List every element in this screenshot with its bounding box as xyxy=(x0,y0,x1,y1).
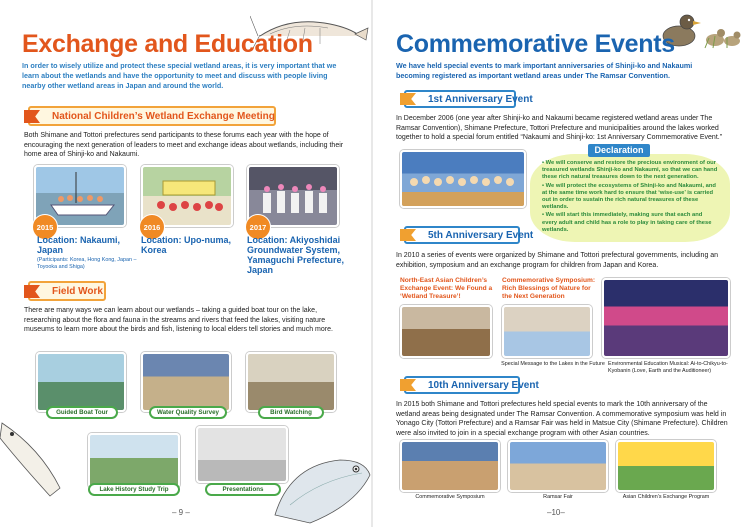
location-2015-note: (Participants: Korea, Hong Kong, Japan – Toyooka and Shiga) xyxy=(37,257,137,270)
page-number: –10– xyxy=(547,508,565,517)
body-1st-anniversary: In December 2006 (one year after Shinji-ko and Nakaumi became registered wetland areas under The Ramsar Convention), Shimane Prefecture, Tottori Prefecture and municipalities around the lakes worked together to hold a special forum entitled “Nakaumi and Shinji-ko: 1st Anniversary Commemorative Event.” xyxy=(396,115,723,141)
heading-label: 5th Anniversary Event xyxy=(428,229,534,241)
location-2016: Location: Upo-numa, Korea xyxy=(141,235,231,255)
declaration-item: • We will conserve and restore the precious environment of our treasured wetlands Shinji-ko and Nakaumi, so that we can hand these rich natural treasures down to the next generation. xyxy=(542,160,718,181)
declaration-heading: Declaration xyxy=(588,144,650,157)
photo-history-trip xyxy=(88,433,180,488)
flag-icon xyxy=(24,285,40,298)
subheading-children-exchange: North-East Asian Children’s Exchange Event: We Found a ‘Wetland Treasure’! xyxy=(400,277,493,300)
section-body-exchange: Both Shimane and Tottori prefectures send participants to these forums each year with the hope of encouraging the next generation of leaders to meet and exchange ideas about wetlands, including their home area of Shinji-ko and Nakaumi. xyxy=(24,132,344,158)
caption-bird-watching: Bird Watching xyxy=(258,406,324,419)
heading-10th-anniversary xyxy=(404,376,539,394)
year-badge-2015: 2015 xyxy=(32,214,58,240)
photo-1st-anniversary xyxy=(400,150,526,208)
page-title: Exchange and Education xyxy=(22,30,313,58)
heading-1st-anniversary xyxy=(404,90,533,108)
caption-boat-tour: Guided Boat Tour xyxy=(46,406,118,419)
caption-water-survey: Water Quality Survey xyxy=(149,406,227,419)
location-2015: Location: Nakaumi, Japan xyxy=(37,235,121,255)
flag-icon xyxy=(400,93,416,105)
photo-musical xyxy=(602,278,730,358)
page-number: – 9 – xyxy=(172,508,190,517)
photo-children-exchange xyxy=(400,305,492,358)
caption-ramsar-fair: Ramsar Fair xyxy=(543,494,573,500)
caption-commemorative-symposium: Commemorative Symposium xyxy=(415,494,485,500)
heading-label: 10th Anniversary Event xyxy=(428,379,539,391)
flag-icon xyxy=(24,110,40,123)
photo-commemorative-symposium xyxy=(400,440,500,492)
intro-text: We have held special events to mark important anniversaries of Shinji-ko and Nakaumi becoming registered as important wetland areas under The Ramsar Convention. xyxy=(396,61,693,80)
body-5th-anniversary: In 2010 a series of events were organized by Shimane and Tottori prefectural governments, including an exhibition, symposium and an exchange program for children from Japan and Korea. xyxy=(396,252,719,269)
declaration-item: • We will start this immediately, making sure that each and every adult and child has a role to play in taking care of these wetlands. xyxy=(542,212,712,233)
photo-water-survey xyxy=(141,352,231,412)
caption-history-trip: Lake History Study Trip xyxy=(88,483,180,496)
heading-5th-anniversary xyxy=(404,226,534,244)
subheading-symposium: Commemorative Symposium: Rich Blessings of Nature for the Next Generation xyxy=(502,277,596,300)
caption-special-message: Special Message to the Lakes in the Future xyxy=(501,361,605,367)
year-badge-2016: 2016 xyxy=(139,214,165,240)
section-heading-exchange xyxy=(28,106,276,126)
photo-boat-tour xyxy=(36,352,126,412)
year-badge-2017: 2017 xyxy=(245,214,271,240)
body-10th-anniversary: In 2015 both Shimane and Tottori prefectures held special events to mark the 10th anniversary of the wetland areas being designated under The Ramsar Convention. A commemorative symposium was held in Yonago City (Tottori Prefecture) and a Ramsar Fair was held in Matsue City (Shimane Prefecture). Children were also invited to join in a special exchange program with other Asian countries. xyxy=(396,401,728,437)
section-heading-label: Field Work xyxy=(52,285,103,297)
photo-bird-watching xyxy=(246,352,336,412)
flag-icon xyxy=(400,379,416,391)
caption-presentations: Presentations xyxy=(205,483,281,496)
photo-asian-children xyxy=(616,440,716,492)
page-title: Commemorative Events xyxy=(396,30,675,58)
fish-illustration xyxy=(0,418,70,508)
section-body-fieldwork: There are many ways we can learn about our wetlands – taking a guided boat tour on the lake, researching about the flora and fauna in the streams and rivers that feed the lakes, visiting nature museums to learn more about the birds and fish, listening to local elders tell stories and much more. xyxy=(24,307,333,333)
location-2017: Location: Akiyoshidai Groundwater System, Yamaguchi Prefecture, Japan xyxy=(247,235,345,275)
intro-text: In order to wisely utilize and protect these special wetland areas, it is very important that we learn about the wetlands and have the opportunity to meet and discuss with people living nearby other wetland areas in Japan and around the world. xyxy=(22,61,337,90)
declaration-item: • We will protect the ecosystems of Shinji-ko and Nakaumi, and at the same time work hard to ensure that ‘wise-use’ is carried out in order to sustain the rich natural treasures of these wetlands. xyxy=(542,182,716,211)
photo-ramsar-fair xyxy=(508,440,608,492)
caption-asian-children: Asian Children’s Exchange Program xyxy=(622,494,710,500)
section-heading-fieldwork xyxy=(28,281,106,301)
right-page xyxy=(372,0,744,527)
caption-musical: Environmental Education Musical: Ai-to-Chikyu-to-Kyobanin (Love, Earth and the Auditioneer) xyxy=(608,361,728,374)
sardine-illustration xyxy=(270,455,375,527)
photo-symposium xyxy=(502,305,592,358)
flag-icon xyxy=(400,229,416,241)
declaration-box xyxy=(530,154,730,242)
heading-label: 1st Anniversary Event xyxy=(428,93,533,105)
section-heading-label: National Children’s Wetland Exchange Meeting xyxy=(52,110,275,122)
